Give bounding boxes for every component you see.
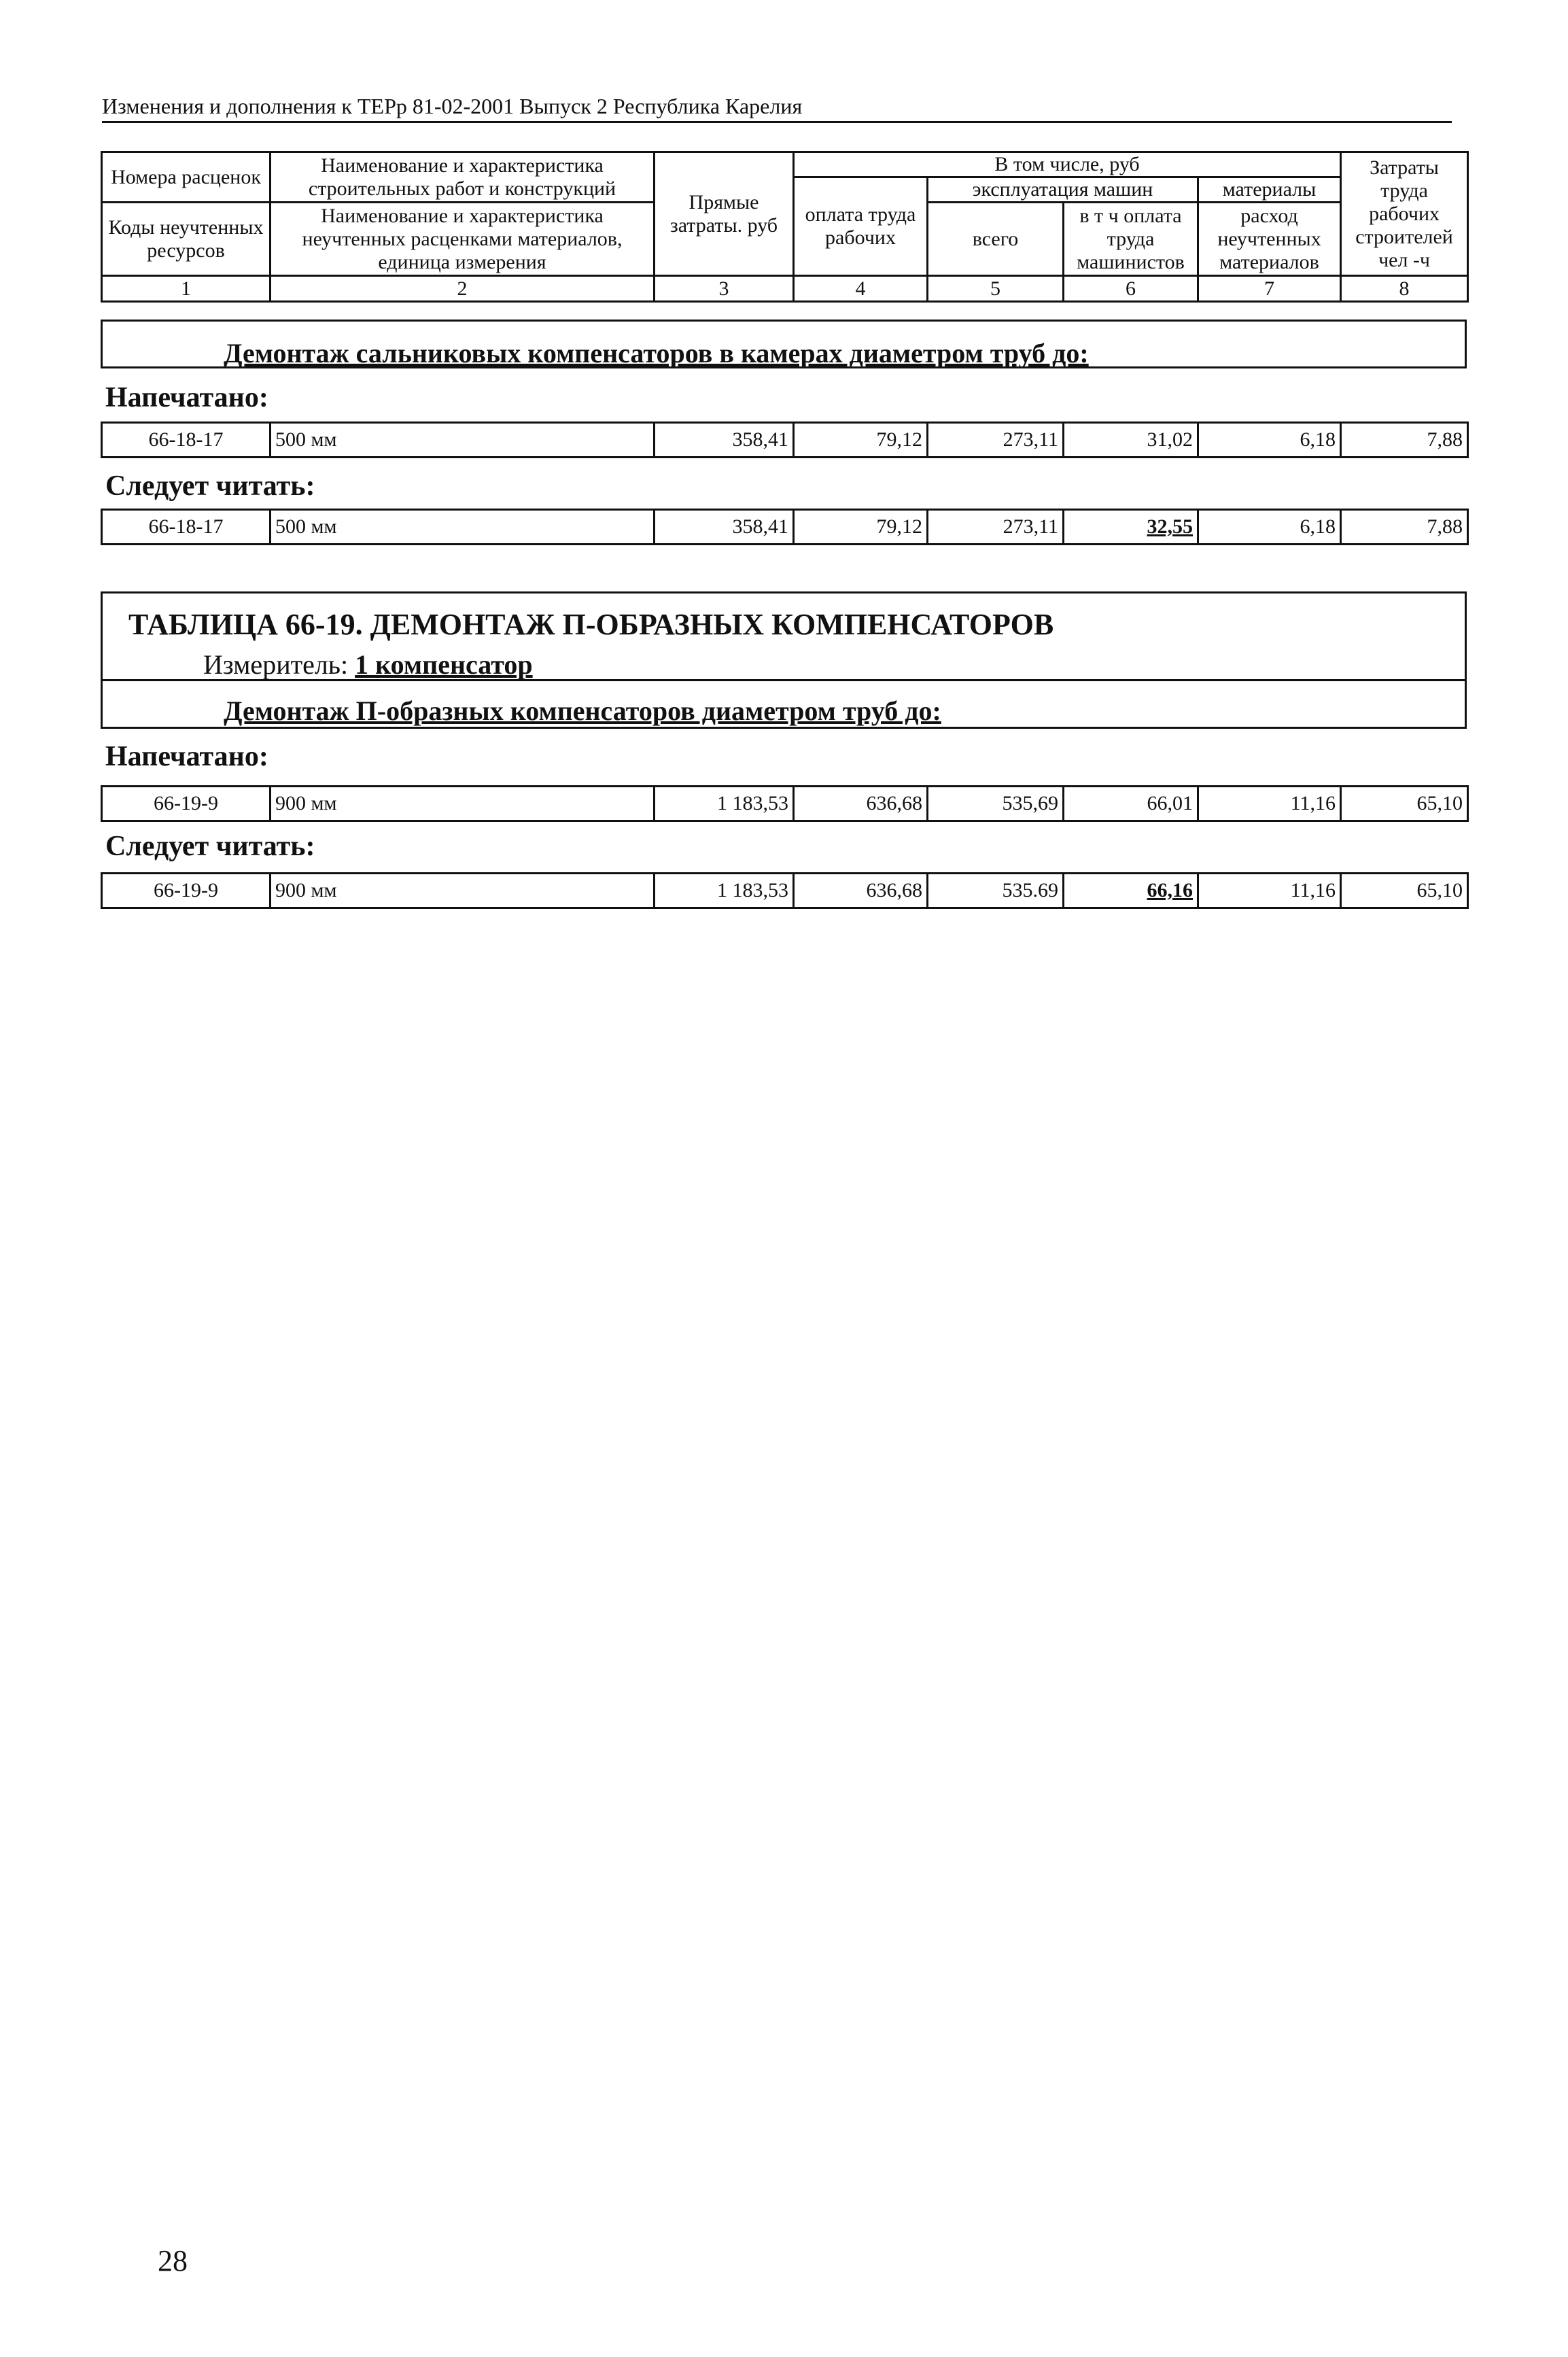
machines-header: эксплуатация машин <box>928 177 1198 203</box>
table-row <box>102 787 1468 821</box>
section1-correct-table <box>101 509 1469 545</box>
value-cell: 31,02 <box>1064 423 1198 458</box>
value-cell: 1 183,53 <box>655 787 794 821</box>
value-cell: 11,16 <box>1198 874 1341 908</box>
value-cell: 358,41 <box>655 423 794 458</box>
section2-meter <box>203 649 533 681</box>
name-cell: 500 мм <box>271 423 655 458</box>
col4-header: оплата труда рабочих <box>794 177 928 276</box>
section2-title: ТАБЛИЦА 66-19. ДЕМОНТАЖ П-ОБРАЗНЫХ КОМПЕНСАТОРОВ <box>128 608 1054 641</box>
section2-correct-label: Следует читать: <box>105 831 315 862</box>
code-cell: 66-19-9 <box>102 874 271 908</box>
col3-header: Прямые затраты. руб <box>655 152 794 276</box>
code-cell: 66-18-17 <box>102 510 271 545</box>
col-number: 3 <box>655 276 794 302</box>
value-cell: 7,88 <box>1341 423 1468 458</box>
meter-value: 1 компенсатор <box>355 649 533 680</box>
corrected-value-cell: 66,16 <box>1064 874 1198 908</box>
section1-correct-label: Следует читать: <box>105 470 315 502</box>
section2-correct-table <box>101 872 1469 909</box>
value-cell: 535,69 <box>928 787 1064 821</box>
col6-header: в т ч оплата труда машинистов <box>1064 203 1198 276</box>
col-number: 6 <box>1064 276 1198 302</box>
section1-printed-label: Напечатано: <box>105 382 268 413</box>
value-cell: 66,01 <box>1064 787 1198 821</box>
table-row <box>102 423 1468 458</box>
section2-subtitle: Демонтаж П-образных компенсаторов диаметром труб до: <box>224 695 941 726</box>
section1-subtitle-box <box>101 320 1467 368</box>
col1-top-header: Номера расценок <box>102 152 271 203</box>
code-cell: 66-19-9 <box>102 787 271 821</box>
name-cell: 500 мм <box>271 510 655 545</box>
col-number: 1 <box>102 276 271 302</box>
section2-printed-table <box>101 785 1469 822</box>
col2-bottom-header: Наименование и характеристика неучтенных расценками материалов, единица измерения <box>271 203 655 276</box>
table-row <box>102 510 1468 545</box>
col-number: 8 <box>1341 276 1468 302</box>
running-header: Изменения и дополнения к ТЕРр 81-02-2001 Выпуск 2 Республика Карелия <box>102 92 1452 123</box>
col-number: 7 <box>1198 276 1341 302</box>
col-number: 4 <box>794 276 928 302</box>
value-cell: 65,10 <box>1341 787 1468 821</box>
group-header: В том числе, руб <box>794 152 1341 177</box>
col2-top-header: Наименование и характеристика строительных работ и конструкций <box>271 152 655 203</box>
col-number: 2 <box>271 276 655 302</box>
value-cell: 65,10 <box>1341 874 1468 908</box>
section1-subtitle: Демонтаж сальниковых компенсаторов в камерах диаметром труб до: <box>224 338 1089 368</box>
section2-title-box <box>101 591 1467 729</box>
value-cell: 358,41 <box>655 510 794 545</box>
value-cell: 273,11 <box>928 510 1064 545</box>
col1-bottom-header: Коды неучтенных ресурсов <box>102 203 271 276</box>
value-cell: 273,11 <box>928 423 1064 458</box>
section2-divider <box>103 679 1465 681</box>
value-cell: 535.69 <box>928 874 1064 908</box>
section2-printed-label: Напечатано: <box>105 741 268 772</box>
section1-printed-table <box>101 421 1469 458</box>
table-row <box>102 874 1468 908</box>
value-cell: 7,88 <box>1341 510 1468 545</box>
col7-header: расход неучтенных материалов <box>1198 203 1341 276</box>
materials-header: материалы <box>1198 177 1341 203</box>
value-cell: 6,18 <box>1198 423 1341 458</box>
col5-header: всего <box>928 203 1064 276</box>
value-cell: 11,16 <box>1198 787 1341 821</box>
name-cell: 900 мм <box>271 874 655 908</box>
value-cell: 636,68 <box>794 874 928 908</box>
corrected-value-cell: 32,55 <box>1064 510 1198 545</box>
value-cell: 79,12 <box>794 510 928 545</box>
value-cell: 79,12 <box>794 423 928 458</box>
name-cell: 900 мм <box>271 787 655 821</box>
col8-header: Затраты труда рабочих строителей чел -ч <box>1341 152 1468 276</box>
value-cell: 6,18 <box>1198 510 1341 545</box>
page-number: 28 <box>158 2244 188 2277</box>
value-cell: 1 183,53 <box>655 874 794 908</box>
col-number: 5 <box>928 276 1064 302</box>
meter-label: Измеритель: <box>203 649 349 680</box>
code-cell: 66-18-17 <box>102 423 271 458</box>
value-cell: 636,68 <box>794 787 928 821</box>
column-header-table <box>101 151 1469 303</box>
